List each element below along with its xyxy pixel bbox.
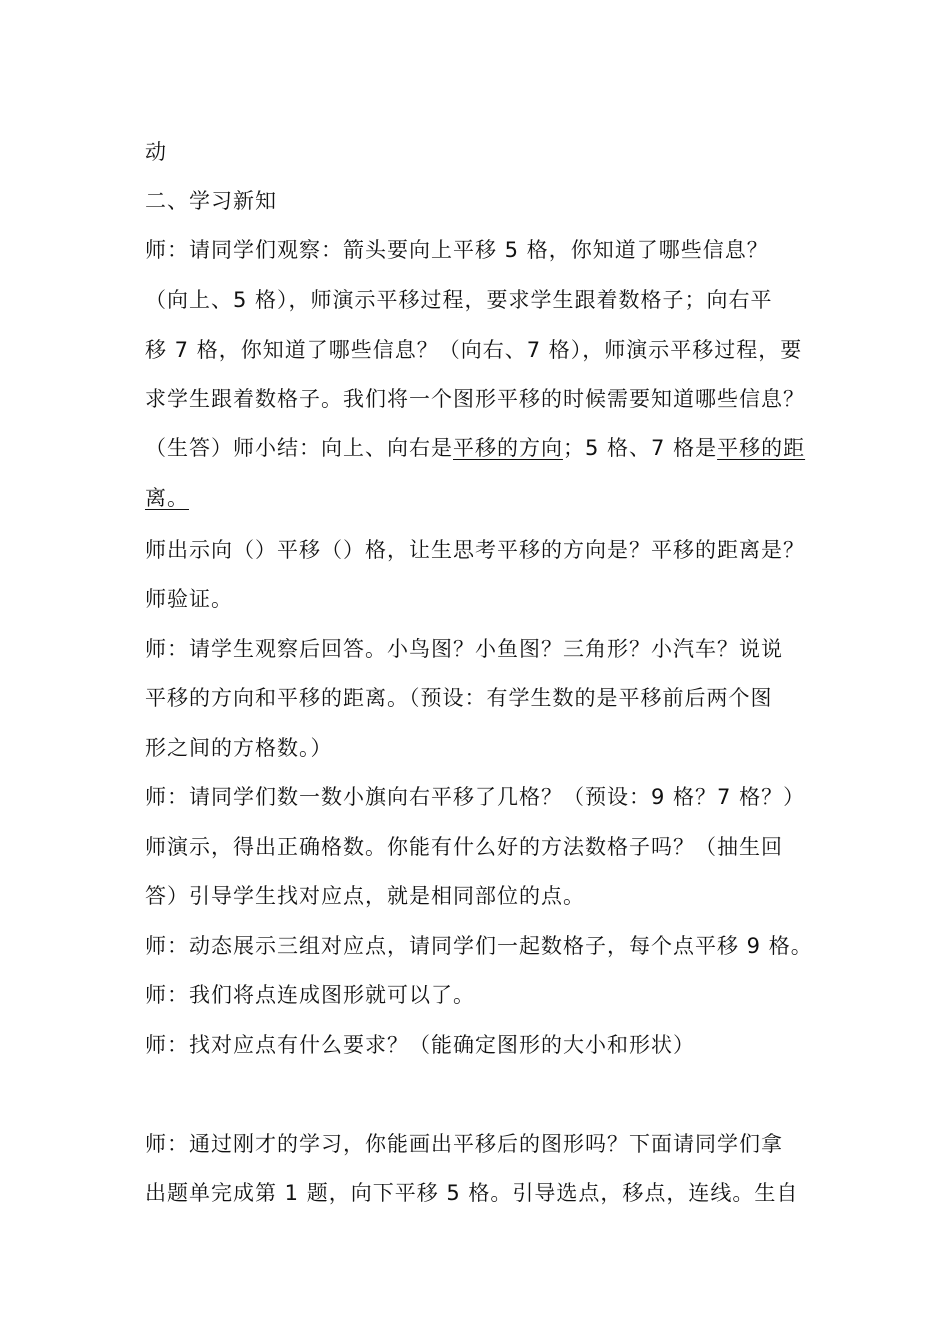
- section-heading: 二、学习新知: [145, 189, 277, 213]
- text-line: 师：动态展示三组对应点，请同学们一起数格子，每个点平移 9 格。: [145, 934, 813, 958]
- text-line: 动: [145, 140, 167, 164]
- text-line: 师：我们将点连成图形就可以了。: [145, 983, 475, 1007]
- text-line: 师：请同学们观察：箭头要向上平移 5 格，你知道了哪些信息？: [145, 238, 769, 262]
- text-line: 平移的方向和平移的距离。（预设：有学生数的是平移前后两个图: [145, 686, 773, 710]
- text-line: 出题单完成第 1 题，向下平移 5 格。引导选点，移点，连线。生自: [145, 1181, 799, 1205]
- text-line: [145, 433, 805, 463]
- text-line: 师：请同学们数一数小旗向右平移了几格？（预设：9 格？7 格？）: [145, 785, 806, 809]
- text-line: 师：请学生观察后回答。小鸟图？小鱼图？三角形？小汽车？说说: [145, 637, 783, 661]
- text-line: 移 7 格，你知道了哪些信息？（向右、7 格），师演示平移过程，要: [145, 338, 803, 362]
- text-segment: ；5 格、7 格是: [563, 436, 718, 460]
- underlined-term: 平移的距: [717, 436, 806, 460]
- text-line: 答）引导学生找对应点，就是相同部位的点。: [145, 884, 585, 908]
- text-line: 形之间的方格数。）: [145, 736, 333, 760]
- underlined-term: 平移的方向: [453, 436, 563, 460]
- text-line: （向上、5 格），师演示平移过程，要求学生跟着数格子；向右平: [145, 288, 773, 312]
- text-line: 求学生跟着数格子。我们将一个图形平移的时候需要知道哪些信息？: [145, 387, 805, 411]
- text-segment: （生答）师小结：向上、向右是: [145, 436, 453, 460]
- text-line: 师：找对应点有什么要求？（能确定图形的大小和形状）: [145, 1033, 695, 1057]
- text-line: 师演示，得出正确格数。你能有什么好的方法数格子吗？（抽生回: [145, 835, 783, 859]
- underlined-term: 离。: [145, 486, 189, 510]
- text-line: 师：通过刚才的学习，你能画出平移后的图形吗？下面请同学们拿: [145, 1132, 783, 1156]
- text-line: 师验证。: [145, 587, 233, 611]
- text-line: 师出示向（）平移（）格，让生思考平移的方向是？平移的距离是？: [145, 538, 805, 562]
